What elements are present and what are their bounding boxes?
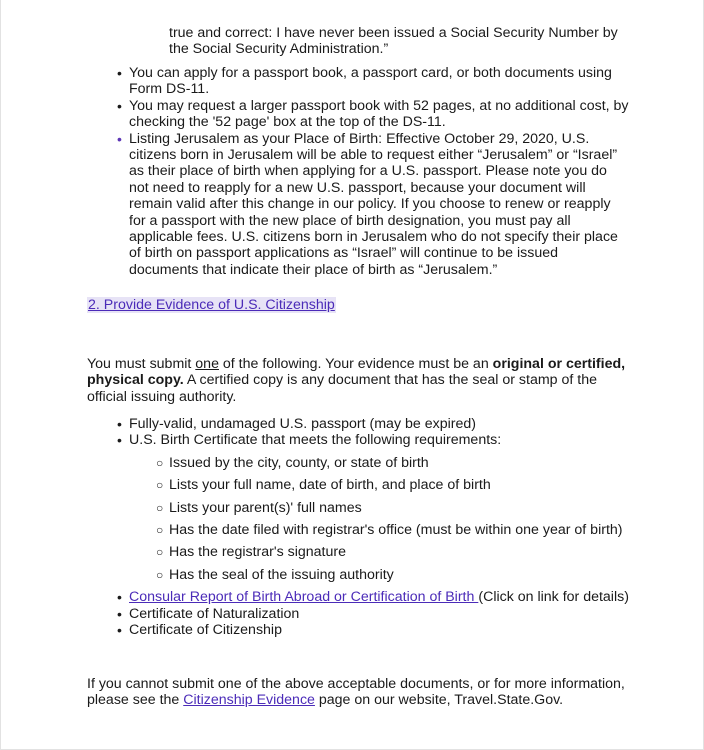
bullet-text: Listing Jerusalem as your Place of Birth: Effective October 29, 2020, U.S. citizens born in Jerusalem will be able to request either “Jerusalem” or “Israel” as their place of birth when applying for a U.S. passport. Please note you do not need to reapply for a new U.S. passport, because your document will remain valid after this change in our policy. If you choose to renew or reapply for a passport with the new place of birth designation, you must pay all applicable fees. U.S. citizens born in Jerusalem who do not specify their place of birth on passport applications as “Israel” will continue to be issued documents that indicate their place of birth as “Jerusalem.” [129, 130, 618, 278]
circle-bullet-icon: ○ [156, 455, 164, 470]
list-item [156, 454, 704, 471]
circle-bullet-icon: ○ [156, 567, 164, 582]
bullet-text: Certificate of Naturalization [129, 605, 300, 622]
consular-report-link[interactable]: Consular Report of Birth Abroad or Certification of Birth [129, 589, 479, 606]
bullet-icon: • [117, 65, 122, 81]
outro-text: page on our website, Travel.State.Gov. [314, 692, 564, 709]
requirement-text: Has the date filed with registrar's office (must be within one year of birth) [169, 522, 623, 539]
bullet-text: You can apply for a passport book, a passport card, or both documents using Form DS-11. [129, 65, 612, 98]
list-item [117, 416, 689, 432]
bullet-icon: • [117, 589, 122, 606]
list-item [117, 589, 689, 606]
circle-bullet-icon: ○ [156, 500, 164, 515]
list-item [156, 499, 704, 516]
bullet-text: U.S. Birth Certificate that meets the following requirements: [129, 432, 502, 449]
bullet-icon: • [117, 605, 122, 622]
bullet-text: Fully-valid, undamaged U.S. passport (may be expired) [129, 416, 476, 432]
list-item [117, 65, 629, 98]
circle-bullet-icon: ○ [156, 478, 164, 493]
intro-bold: original or certified, physical copy. [87, 356, 626, 389]
top-bullet-list [117, 65, 629, 278]
list-item [156, 566, 704, 583]
intro-text: You must submit [87, 356, 196, 372]
bullet-icon: • [117, 432, 122, 449]
list-item [156, 544, 704, 561]
requirement-text: Lists your full name, date of birth, and place of birth [169, 477, 491, 494]
section-heading-link[interactable]: 2. Provide Evidence of U.S. Citizenship [88, 297, 335, 313]
list-item [156, 477, 704, 494]
requirements-list [156, 454, 704, 583]
citizenship-evidence-link[interactable]: Citizenship Evidence [183, 692, 315, 709]
list-item [117, 622, 689, 639]
requirement-text: Has the seal of the issuing authority [169, 566, 394, 583]
circle-bullet-icon: ○ [156, 523, 164, 538]
list-item [117, 605, 689, 622]
bullet-icon: • [117, 97, 122, 114]
consular-suffix: (Click on link for details) [478, 589, 629, 606]
circle-bullet-icon: ○ [156, 545, 164, 560]
intro-text: A certified copy is any document that has the seal or stamp of the official issuing authority. [87, 372, 597, 405]
outro-text: If you cannot submit one of the above acceptable documents, or for more information, please see the [87, 676, 625, 709]
bullet-icon: • [117, 130, 122, 147]
intro-paragraph [87, 356, 627, 405]
list-item [117, 130, 629, 279]
bullet-text: You may request a larger passport book with 52 pages, at no additional cost, by checking the '52 page' box at the top of the DS-11. [129, 97, 629, 131]
requirement-text: Lists your parent(s)' full names [169, 499, 362, 516]
bullet-icon: • [117, 622, 122, 639]
bullet-text: Certificate of Citizenship [129, 622, 282, 639]
list-item [117, 97, 629, 131]
outro-paragraph [87, 676, 627, 709]
intro-underlined: one [195, 356, 219, 372]
list-item [117, 432, 689, 583]
requirement-text: Issued by the city, county, or state of birth [169, 454, 429, 471]
continuation-text: true and correct: I have never been issued a Social Security Number by the Social Security Administration.” [169, 25, 618, 58]
list-item [156, 522, 704, 539]
intro-text: of the following. Your evidence must be an [218, 356, 493, 372]
evidence-list [117, 416, 689, 639]
requirement-text: Has the registrar's signature [169, 544, 346, 561]
bullet-icon: • [117, 416, 122, 432]
